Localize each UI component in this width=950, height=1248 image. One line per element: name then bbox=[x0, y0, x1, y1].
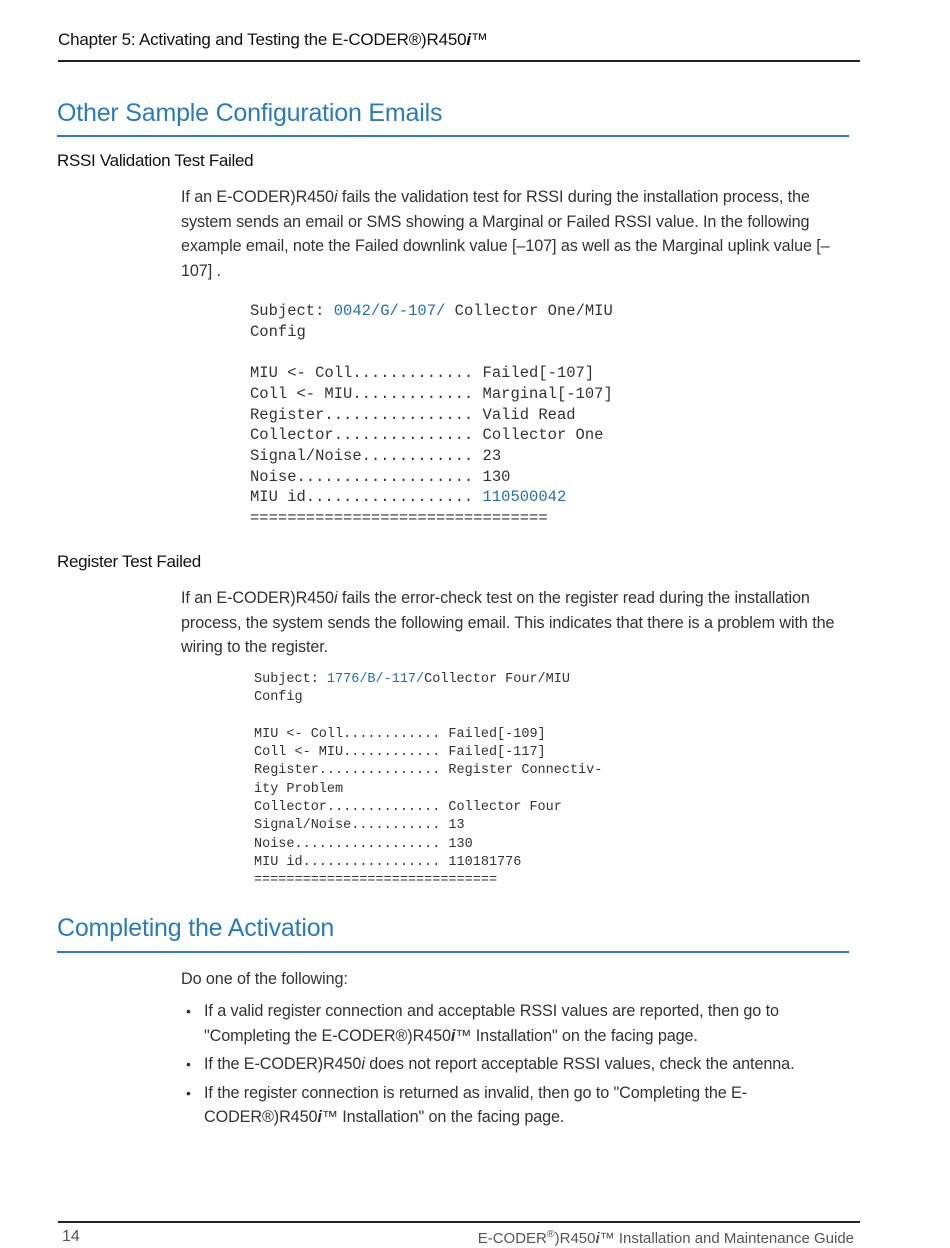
code-line: Noise.................. 130 bbox=[254, 836, 473, 852]
section-divider bbox=[57, 951, 849, 953]
section-title-sample-emails: Other Sample Configuration Emails bbox=[57, 99, 443, 127]
list-item-tm: ™ bbox=[321, 1108, 338, 1126]
list-item-i: i bbox=[450, 1026, 456, 1045]
footer-brand: E-CODER bbox=[477, 1230, 547, 1247]
rssi-para-i: i bbox=[333, 188, 338, 206]
list-item-text: If the register connection is returned as invalid, then go to "Completing the E-CODER bbox=[204, 1083, 748, 1126]
code-subject-cont: Config bbox=[254, 690, 303, 706]
list-item-model: )R450 bbox=[273, 1108, 318, 1126]
footer-guide-title bbox=[478, 1228, 854, 1247]
list-item-reg: ® bbox=[261, 1108, 274, 1126]
code-line: MIU id................. 110181776 bbox=[254, 854, 522, 870]
list-item bbox=[186, 1081, 846, 1130]
completing-options-list bbox=[186, 999, 846, 1134]
footer-tm: ™ bbox=[599, 1230, 615, 1247]
register-paragraph bbox=[181, 586, 857, 660]
list-item-text-end: does not report acceptable RSSI values, check the antenna. bbox=[364, 1055, 795, 1073]
subsection-title-register: Register Test Failed bbox=[57, 552, 201, 571]
list-item-tm: ™ bbox=[455, 1026, 472, 1045]
section-title-completing: Completing the Activation bbox=[57, 914, 335, 942]
list-item bbox=[186, 1052, 846, 1077]
code-separator: ============================== bbox=[254, 873, 498, 889]
footer-model: )R450 bbox=[554, 1230, 596, 1247]
code-line: MIU <- Coll............. Failed[-107] bbox=[250, 364, 595, 383]
code-line: Coll <- MIU............. Marginal[-107] bbox=[250, 384, 613, 403]
header-model: )R450 bbox=[421, 30, 467, 49]
code-line: Register................ Valid Read bbox=[250, 405, 576, 424]
header-chapter: Chapter 5: Activating and Testing the E-CODER bbox=[58, 30, 409, 49]
code-line: ity Problem bbox=[254, 781, 344, 797]
page-number: 14 bbox=[62, 1228, 80, 1245]
section-divider bbox=[57, 135, 849, 137]
list-item-text: If the E-CODER)R450 bbox=[204, 1055, 362, 1073]
footer-reg: ® bbox=[546, 1228, 555, 1240]
code-subject-label: Subject: bbox=[250, 302, 334, 320]
list-item-text: If a valid register connection and acceptable RSSI values are reported, then go to "Completing the E-CODER bbox=[204, 1002, 779, 1045]
code-subject-label: Subject: bbox=[254, 672, 327, 687]
list-item-reg: ® bbox=[395, 1026, 408, 1045]
rssi-para-end: fails the validation test for RSSI during the installation process, the system sends an email or SMS showing a Marginal or Failed RSSI value. In the following example email, note the Failed downlink value [–107] as well as the Marginal uplink value [–107] . bbox=[181, 188, 830, 280]
list-item-i: i bbox=[361, 1055, 365, 1073]
bullet-icon: • bbox=[186, 1003, 191, 1019]
code-subject-rest: Collector One/MIU bbox=[445, 302, 613, 320]
register-para-start: If an E-CODER)R450 bbox=[181, 589, 334, 607]
code-line: Register............... Register Connectiv- bbox=[254, 763, 603, 779]
rssi-para-start: If an E-CODER)R450 bbox=[181, 188, 334, 206]
code-subject-value: 1776/B/-117/ bbox=[326, 672, 425, 687]
code-separator: ================================ bbox=[250, 509, 548, 528]
completing-intro: Do one of the following: bbox=[181, 970, 348, 988]
bullet-icon: • bbox=[186, 1056, 191, 1072]
header-tm: ™ bbox=[470, 30, 488, 49]
bullet-icon: • bbox=[186, 1084, 191, 1101]
header-reg: ® bbox=[408, 30, 422, 49]
list-item-model: )R450 bbox=[407, 1026, 451, 1045]
header-model-i: i bbox=[466, 30, 471, 49]
code-subject-value: 0042/G/-107/ bbox=[333, 302, 446, 320]
footer-model-i: i bbox=[595, 1230, 600, 1247]
register-para-i: i bbox=[333, 589, 338, 607]
list-item-text-end: Installation" on the facing page. bbox=[471, 1026, 698, 1045]
subsection-title-rssi: RSSI Validation Test Failed bbox=[57, 151, 254, 170]
code-subject-rest: Collector Four/MIU bbox=[424, 672, 570, 687]
code-miu-value: 110500042 bbox=[482, 488, 567, 507]
header-divider bbox=[58, 60, 860, 62]
list-item-i: i bbox=[317, 1108, 322, 1126]
list-item-text-end: Installation" on the facing page. bbox=[337, 1108, 565, 1126]
code-line: MIU <- Coll............ Failed[-109] bbox=[254, 726, 546, 742]
register-sample-email bbox=[254, 671, 602, 891]
running-header bbox=[58, 30, 488, 50]
code-line: Noise................... 130 bbox=[250, 467, 511, 486]
register-para-end: fails the error-check test on the register read during the installation process, the system sends the following email. This indicates that there is a problem with the wiring to the register. bbox=[181, 589, 835, 656]
footer-divider bbox=[58, 1221, 860, 1223]
code-line: Signal/Noise............ 23 bbox=[250, 446, 502, 465]
list-item bbox=[186, 999, 846, 1048]
footer-guide-suffix: Installation and Maintenance Guide bbox=[614, 1230, 854, 1247]
code-line: Signal/Noise........... 13 bbox=[254, 818, 465, 834]
code-line: Collector............... Collector One bbox=[250, 426, 604, 445]
code-subject-cont: Config bbox=[250, 322, 306, 341]
code-miu-label: MIU id.................. bbox=[250, 488, 483, 507]
rssi-sample-email bbox=[250, 301, 613, 529]
rssi-paragraph bbox=[181, 185, 857, 283]
code-line: Coll <- MIU............ Failed[-117] bbox=[254, 745, 546, 761]
code-line: Collector.............. Collector Four bbox=[254, 800, 562, 816]
